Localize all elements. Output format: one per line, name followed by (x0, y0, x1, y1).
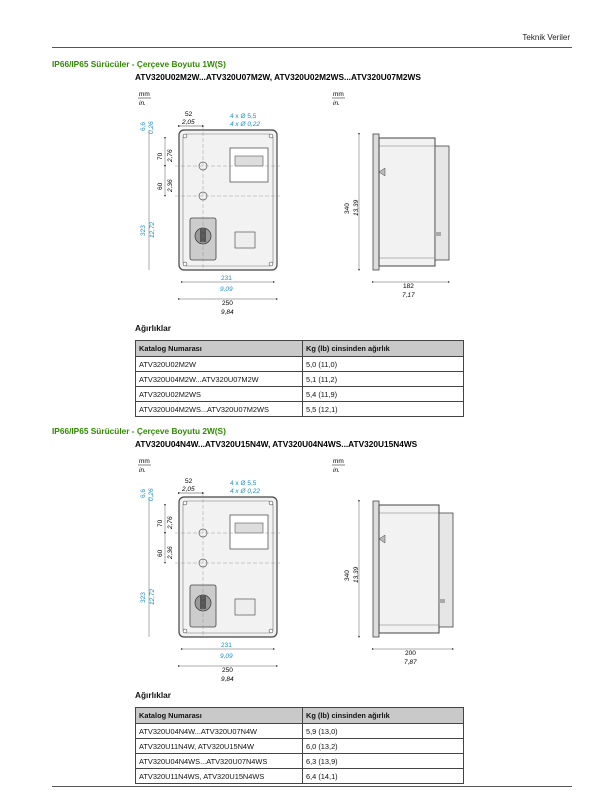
page-header-title: Teknik Veriler (522, 33, 570, 42)
dim-left1-mm: 6,6 (140, 121, 147, 131)
dim-top-mm: 52 (185, 111, 193, 118)
dim-bottom2-mm: 250 (222, 667, 233, 674)
catalog-cell: ATV320U02M2W (136, 357, 303, 372)
weight-cell: 5,1 (11,2) (303, 372, 464, 387)
column-header-catalog: Katalog Numarası (136, 341, 303, 357)
hole-callout-in: 4 x Ø 0,22 (230, 121, 260, 128)
dim-left4-in: 12,72 (149, 588, 156, 605)
section-2-dimension-drawing (135, 453, 460, 685)
section-2-title: IP66/IP65 Sürücüler - Çerçeve Boyutu 2W(S) (52, 426, 226, 436)
table-row (136, 357, 464, 372)
weight-cell: 6,4 (14,1) (303, 769, 464, 784)
dim-bottom1-mm: 231 (221, 642, 232, 649)
section-2-weights-title: Ağırlıklar (135, 690, 171, 700)
dim-depth-in: 7,87 (404, 659, 417, 666)
unit-mm-label: mm (139, 458, 150, 465)
table-header-row (136, 708, 464, 724)
column-header-weight: Kg (lb) cinsinden ağırlık (303, 341, 464, 357)
dim-top-mm: 52 (185, 478, 193, 485)
catalog-cell: ATV320U04M2W...ATV320U07M2W (136, 372, 303, 387)
unit-in-label: in. (139, 100, 146, 107)
section-1-weights-title: Ağırlıklar (135, 323, 171, 333)
catalog-cell: ATV320U02M2WS (136, 387, 303, 402)
dim-top-in: 2,05 (182, 486, 195, 493)
weight-cell: 6,3 (13,9) (303, 754, 464, 769)
section-2-subtitle: ATV320U04N4W...ATV320U15N4W, ATV320U04N4WS...ATV320U15N4WS (135, 439, 418, 449)
section-2-weights-table (135, 707, 464, 784)
dim-left3-mm: 60 (157, 182, 164, 190)
column-header-catalog: Katalog Numarası (136, 708, 303, 724)
dim-bottom2-in: 9,84 (221, 676, 234, 683)
dim-left4-in: 12,72 (149, 221, 156, 238)
catalog-cell: ATV320U04N4WS...ATV320U07N4WS (136, 754, 303, 769)
unit-mm-label-side: mm (333, 91, 344, 98)
dim-side-height-in: 13,39 (353, 566, 360, 583)
catalog-cell: ATV320U11N4W, ATV320U15N4W (136, 739, 303, 754)
hole-callout-mm: 4 x Ø 5,5 (230, 113, 257, 120)
table-row (136, 754, 464, 769)
dim-depth-in: 7,17 (402, 292, 415, 299)
weight-cell: 5,5 (12,1) (303, 402, 464, 417)
table-row (136, 372, 464, 387)
dim-left2-mm: 70 (157, 152, 164, 160)
catalog-cell: ATV320U04N4W...ATV320U07N4W (136, 724, 303, 739)
table-row (136, 769, 464, 784)
unit-in-label: in. (139, 467, 146, 474)
catalog-cell: ATV320U04M2WS...ATV320U07M2WS (136, 402, 303, 417)
dim-side-height-mm: 340 (344, 203, 351, 214)
dim-side-height-mm: 340 (344, 570, 351, 581)
dim-bottom2-mm: 250 (222, 300, 233, 307)
dim-depth-mm: 182 (403, 283, 414, 290)
table-row (136, 402, 464, 417)
weight-cell: 5,9 (13,0) (303, 724, 464, 739)
dim-left4-mm: 323 (140, 592, 147, 603)
section-1-weights-table (135, 340, 464, 417)
header-rule (52, 47, 572, 48)
dim-left3-mm: 60 (157, 549, 164, 557)
dim-side-height-in: 13,39 (353, 199, 360, 216)
weight-cell: 5,4 (11,9) (303, 387, 464, 402)
dim-left2-mm: 70 (157, 519, 164, 527)
table-row (136, 724, 464, 739)
hole-callout-mm: 4 x Ø 5,5 (230, 480, 257, 487)
weight-cell: 6,0 (13,2) (303, 739, 464, 754)
table-header-row (136, 341, 464, 357)
section-1-subtitle: ATV320U02M2W...ATV320U07M2W, ATV320U02M2WS...ATV320U07M2WS (135, 72, 421, 82)
weight-cell: 5,0 (11,0) (303, 357, 464, 372)
dim-left3-in: 2,36 (167, 546, 174, 559)
catalog-cell: ATV320U11N4WS, ATV320U15N4WS (136, 769, 303, 784)
dim-left2-in: 2,76 (167, 149, 174, 162)
dim-top-in: 2,05 (182, 119, 195, 126)
section-1-title: IP66/IP65 Sürücüler - Çerçeve Boyutu 1W(S) (52, 59, 226, 69)
dim-left1-in: 0,26 (148, 121, 155, 134)
footer-rule (52, 786, 572, 787)
enclosure-side-view (379, 505, 439, 633)
enclosure-side-view (379, 138, 435, 266)
dim-left1-mm: 6,6 (140, 488, 147, 498)
unit-mm-label: mm (139, 91, 150, 98)
dim-left2-in: 2,76 (167, 516, 174, 529)
dim-bottom1-mm: 231 (221, 275, 232, 282)
column-header-weight: Kg (lb) cinsinden ağırlık (303, 708, 464, 724)
dim-left3-in: 2,36 (167, 179, 174, 192)
unit-in-label-side: in. (333, 100, 340, 107)
dim-left4-mm: 323 (140, 225, 147, 236)
section-1-dimension-drawing (135, 86, 460, 318)
unit-mm-label-side: mm (333, 458, 344, 465)
dim-bottom1-in: 9,09 (220, 653, 233, 660)
dim-bottom1-in: 9,09 (220, 286, 233, 293)
table-row (136, 739, 464, 754)
hole-callout-in: 4 x Ø 0,22 (230, 488, 260, 495)
unit-in-label-side: in. (333, 467, 340, 474)
dim-left1-in: 0,26 (148, 488, 155, 501)
dim-bottom2-in: 9,84 (221, 309, 234, 316)
table-row (136, 387, 464, 402)
dim-depth-mm: 200 (405, 650, 416, 657)
